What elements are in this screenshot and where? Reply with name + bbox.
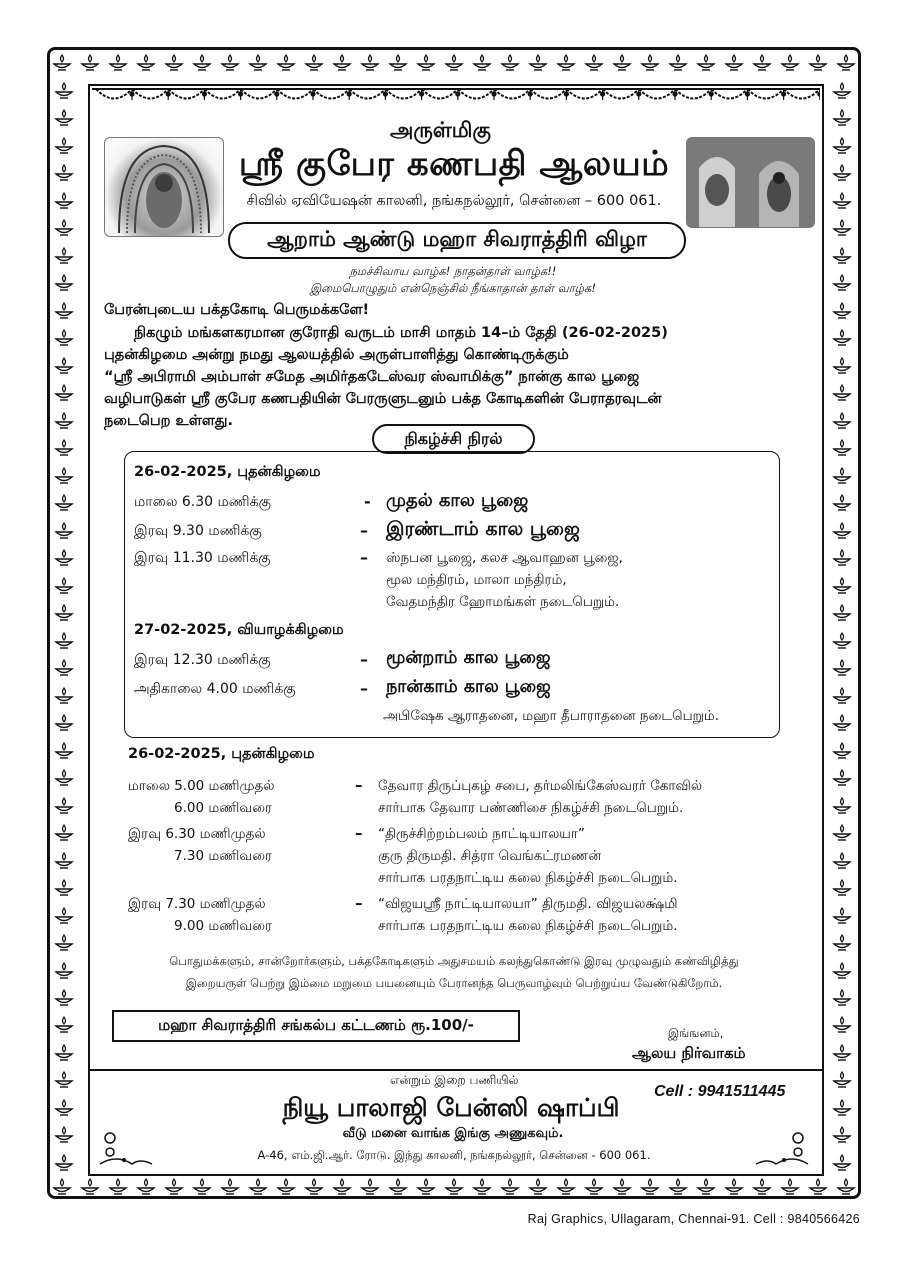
fee-box [112,1010,520,1042]
r3-dash: – [360,548,368,567]
oil-lamp-icon [832,329,852,347]
c1-dash: – [355,776,363,794]
fee-text: மஹா சிவராத்திரி சங்கல்ப கட்டணம் ரூ.100/- [158,1016,474,1034]
oil-lamp-icon [54,1044,74,1062]
oil-lamp-icon [832,742,852,760]
oil-lamp-icon [832,1126,852,1144]
oil-lamp-icon [54,82,74,100]
r2-time: இரவு 9.30 மணிக்கு [134,523,262,539]
oil-lamp-icon [832,1016,852,1034]
oil-lamp-icon [54,109,74,127]
footer-divider [90,1069,822,1071]
oil-lamp-icon [836,1178,856,1196]
oil-lamp-icon [444,1178,464,1196]
oil-lamp-icon [556,54,576,72]
oil-lamp-icon [832,522,852,540]
c2-event-line-1: “திருச்சிற்றம்பலம் நாட்டியாலயா” [378,826,585,842]
cultural-title: 26-02-2025, புதன்கிழமை [128,746,315,762]
oil-lamp-icon [832,934,852,952]
oil-lamp-icon [640,54,660,72]
temple-prefix: அருள்மிகு [390,118,491,142]
oil-lamp-icon [54,604,74,622]
garland-ornament [92,86,820,116]
oil-lamp-icon [444,54,464,72]
ornament-icon [96,1128,156,1168]
oil-lamp-icon [832,577,852,595]
oil-lamp-icon [832,357,852,375]
oil-lamp-icon [54,219,74,237]
oil-lamp-icon [54,549,74,567]
oil-lamp-icon [640,1178,660,1196]
oil-lamp-icon [360,1178,380,1196]
oil-lamp-icon [136,1178,156,1196]
oil-lamp-icon [388,1178,408,1196]
c2-event-line-3: சார்பாக பரதநாட்டிய கலை நிகழ்ச்சி நடைபெறும். [378,870,678,886]
oil-lamp-icon [832,1044,852,1062]
oil-lamp-icon [54,1016,74,1034]
signoff-label: இங்ஙனம், [668,1026,724,1040]
oil-lamp-icon [724,1178,744,1196]
oil-lamp-icon [836,54,856,72]
c2-event-line-2: குரு திருமதி. சித்ரா வெங்கட்ரமணன் [378,848,602,864]
intro-line-2: புதன்கிழமை அன்று நமது ஆலயத்தில் அருள்பாளித்து கொண்டிருக்கும் [104,347,569,363]
oil-lamp-icon [54,577,74,595]
temple-address: சிவில் ஏவியேஷன் காலனி, நங்கநல்லூர், சென்னை – 600 061. [246,193,662,209]
oil-lamp-icon [54,439,74,457]
c1-time-start: மாலை 5.00 மணிமுதல் [128,778,275,794]
oil-lamp-icon [54,989,74,1007]
oil-lamp-icon [248,1178,268,1196]
oil-lamp-icon [54,879,74,897]
printer-credit: Raj Graphics, Ullagaram, Chennai-91. Cell : 9840566426 [527,1212,860,1226]
oil-lamp-icon [54,247,74,265]
r5-event: நான்காம் கால பூஜை [386,677,551,697]
oil-lamp-icon [54,659,74,677]
intro-line-4: வழிபாடுகள் ஸ்ரீ குபேர கணபதியின் பேரருளுடனும் பக்த கோடிகளின் பேராதரவுடன் [104,391,662,407]
oil-lamp-icon [832,824,852,842]
chant-line-2: இமைபொழுதும் என்நெஞ்சில் நீங்காதான் தாள் வாழ்க! [310,281,596,295]
festival-title-box [228,222,686,259]
oil-lamp-icon [54,274,74,292]
lamp-border-bottom [52,1178,856,1196]
oil-lamp-icon [832,549,852,567]
intro-line-1: நிகழும் மங்களகரமான குரோதி வருடம் மாசி மாதம் 14–ம் தேதி (26-02-2025) [134,325,668,341]
oil-lamp-icon [780,1178,800,1196]
r1-event: முதல் கால பூஜை [386,490,529,511]
oil-lamp-icon [832,769,852,787]
schedule-closing: அபிஷேக ஆராதனை, மஹா தீபாராதனை நடைபெறும். [383,708,720,724]
r1-time: மாலை 6.30 மணிக்கு [134,494,271,510]
sponsor-address: A-46, எம்.ஜி.ஆர். ரோடு. இந்து காலனி, நங்கநல்லூர், சென்னை - 600 061. [257,1148,651,1162]
oil-lamp-icon [556,1178,576,1196]
oil-lamp-icon [832,1154,852,1172]
oil-lamp-icon [832,852,852,870]
oil-lamp-icon [832,907,852,925]
c1-time-end: 6.00 மணிவரை [174,800,272,816]
oil-lamp-icon [500,1178,520,1196]
oil-lamp-icon [752,1178,772,1196]
oil-lamp-icon [54,137,74,155]
lamp-border-left [54,82,74,1172]
oil-lamp-icon [832,192,852,210]
appeal-line-1: பொதுமக்களும், சான்றோர்களும், பக்தகோடிகளும் அதுசமயம் கலந்துகொண்டு இரவு முழுவதும் கண்விழித்து [169,954,739,968]
oil-lamp-icon [832,109,852,127]
sponsor-offer: வீடு மனை வாங்க இங்கு அணுகவும். [342,1126,564,1141]
r1-dash: - [364,492,371,511]
r4-time: இரவு 12.30 மணிக்கு [134,652,271,668]
oil-lamp-icon [360,54,380,72]
c3-event-line-1: “விஜயஸ்ரீ நாட்டியாலயா” திருமதி. விஜயலக்ஷ்மி [378,896,678,912]
oil-lamp-icon [108,1178,128,1196]
oil-lamp-icon [584,54,604,72]
oil-lamp-icon [54,467,74,485]
oil-lamp-icon [54,192,74,210]
oil-lamp-icon [696,1178,716,1196]
c3-time-end: 9.00 மணிவரை [174,918,272,934]
oil-lamp-icon [164,1178,184,1196]
oil-lamp-icon [472,1178,492,1196]
oil-lamp-icon [54,522,74,540]
ornament-icon [752,1128,812,1168]
oil-lamp-icon [780,54,800,72]
oil-lamp-icon [54,164,74,182]
oil-lamp-icon [752,54,772,72]
oil-lamp-icon [832,247,852,265]
temple-name: ஸ்ரீ குபேர கணபதி ஆலயம் [238,144,670,184]
intro-line-3: “ஸ்ரீ அபிராமி அம்பாள் சமேத அமிர்தகடேஸ்வர ஸ்வாமிக்கு” நான்கு கால பூஜை [104,369,640,385]
oil-lamp-icon [54,797,74,815]
oil-lamp-icon [832,1071,852,1089]
festival-title: ஆறாம் ஆண்டு மஹா சிவராத்திரி விழா [267,227,647,251]
oil-lamp-icon [500,54,520,72]
oil-lamp-icon [192,1178,212,1196]
oil-lamp-icon [832,604,852,622]
program-heading-box [372,424,535,454]
oil-lamp-icon [54,742,74,760]
r3-time: இரவு 11.30 மணிக்கு [134,550,271,566]
lamp-border-top [52,54,856,72]
oil-lamp-icon [832,494,852,512]
chant-line-1: நமச்சிவாய வாழ்க! நாதன்தாள் வாழ்க!! [349,264,557,278]
c3-event-line-2: சார்பாக பரதநாட்டிய கலை நிகழ்ச்சி நடைபெறும். [378,918,678,934]
oil-lamp-icon [528,1178,548,1196]
oil-lamp-icon [108,54,128,72]
oil-lamp-icon [54,1099,74,1117]
c1-event-line-1: தேவார திருப்புகழ் சபை, தர்மலிங்கேஸ்வரர் கோவில் [378,778,703,794]
oil-lamp-icon [80,54,100,72]
oil-lamp-icon [832,82,852,100]
oil-lamp-icon [832,632,852,650]
oil-lamp-icon [832,714,852,732]
oil-lamp-icon [668,1178,688,1196]
oil-lamp-icon [612,1178,632,1196]
oil-lamp-icon [304,1178,324,1196]
oil-lamp-icon [832,274,852,292]
oil-lamp-icon [528,54,548,72]
sponsor-shop-name: நியூ பாலாஜி பேன்ஸி ஷாப்பி [282,1093,620,1122]
oil-lamp-icon [54,1126,74,1144]
oil-lamp-icon [416,1178,436,1196]
deity-image-left [104,137,224,237]
oil-lamp-icon [54,824,74,842]
r4-event: மூன்றாம் கால பூஜை [386,648,551,668]
r3-event-line-1: ஸ்நபன பூஜை, கலச ஆவாஹன பூஜை, [386,550,623,566]
oil-lamp-icon [54,769,74,787]
oil-lamp-icon [388,54,408,72]
day2-title: 27-02-2025, வியாழக்கிழமை [134,622,344,638]
signoff-org: ஆலய நிர்வாகம் [632,1044,746,1062]
r2-dash: – [360,521,368,540]
oil-lamp-icon [54,357,74,375]
oil-lamp-icon [668,54,688,72]
oil-lamp-icon [832,467,852,485]
oil-lamp-icon [832,687,852,705]
r4-dash: – [360,650,368,669]
program-heading: நிகழ்ச்சி நிரல் [404,428,503,448]
c3-dash: – [355,894,363,912]
oil-lamp-icon [724,54,744,72]
c1-event-line-2: சார்பாக தேவார பண்ணிசை நிகழ்ச்சி நடைபெறும். [378,800,684,816]
oil-lamp-icon [54,687,74,705]
oil-lamp-icon [276,54,296,72]
oil-lamp-icon [832,137,852,155]
oil-lamp-icon [472,54,492,72]
oil-lamp-icon [54,934,74,952]
oil-lamp-icon [832,879,852,897]
oil-lamp-icon [416,54,436,72]
oil-lamp-icon [832,797,852,815]
r5-dash: – [360,679,368,698]
oil-lamp-icon [54,632,74,650]
oil-lamp-icon [52,54,72,72]
oil-lamp-icon [192,54,212,72]
oil-lamp-icon [248,54,268,72]
c2-time-start: இரவு 6.30 மணிமுதல் [128,826,266,842]
oil-lamp-icon [832,989,852,1007]
r3-event-line-2: மூல மந்திரம், மாலா மந்திரம், [386,572,567,588]
oil-lamp-icon [54,302,74,320]
oil-lamp-icon [54,1071,74,1089]
oil-lamp-icon [220,1178,240,1196]
oil-lamp-icon [276,1178,296,1196]
day1-title: 26-02-2025, புதன்கிழமை [134,464,321,480]
c3-time-start: இரவு 7.30 மணிமுதல் [128,896,266,912]
oil-lamp-icon [584,1178,604,1196]
oil-lamp-icon [54,852,74,870]
oil-lamp-icon [304,54,324,72]
oil-lamp-icon [54,907,74,925]
oil-lamp-icon [54,384,74,402]
oil-lamp-icon [808,54,828,72]
c2-dash: – [355,824,363,842]
oil-lamp-icon [832,164,852,182]
oil-lamp-icon [832,1099,852,1117]
oil-lamp-icon [136,54,156,72]
oil-lamp-icon [832,412,852,430]
r2-event: இரண்டாம் கால பூஜை [386,518,580,540]
oil-lamp-icon [54,1154,74,1172]
oil-lamp-icon [832,962,852,980]
oil-lamp-icon [80,1178,100,1196]
oil-lamp-icon [54,329,74,347]
oil-lamp-icon [332,1178,352,1196]
oil-lamp-icon [54,412,74,430]
oil-lamp-icon [612,54,632,72]
sponsor-cell: Cell : 9941511445 [654,1083,786,1100]
oil-lamp-icon [54,714,74,732]
oil-lamp-icon [220,54,240,72]
oil-lamp-icon [832,219,852,237]
oil-lamp-icon [52,1178,72,1196]
r3-event-line-3: வேதமந்திர ஹோமங்கள் நடைபெறும். [386,594,620,610]
oil-lamp-icon [54,962,74,980]
oil-lamp-icon [832,302,852,320]
oil-lamp-icon [54,494,74,512]
c2-time-end: 7.30 மணிவரை [174,848,272,864]
lamp-border-right [832,82,852,1172]
oil-lamp-icon [832,439,852,457]
greeting: பேரன்புடைய பக்தகோடி பெருமக்களே! [104,302,370,318]
r5-time: அதிகாலை 4.00 மணிக்கு [134,681,296,697]
oil-lamp-icon [332,54,352,72]
appeal-line-2: இறையருள் பெற்று இம்மை மறுமை பயனையும் பேரானந்த பெருவாழ்வும் பெற்றுய்ய வேண்டுகிறோம். [185,976,723,990]
sponsor-tagline: என்றும் இறை பணியில் [390,1073,519,1087]
oil-lamp-icon [832,659,852,677]
intro-line-5: நடைபெற உள்ளது. [104,413,233,429]
deity-image-right [686,137,815,228]
oil-lamp-icon [164,54,184,72]
oil-lamp-icon [696,54,716,72]
oil-lamp-icon [832,384,852,402]
oil-lamp-icon [808,1178,828,1196]
